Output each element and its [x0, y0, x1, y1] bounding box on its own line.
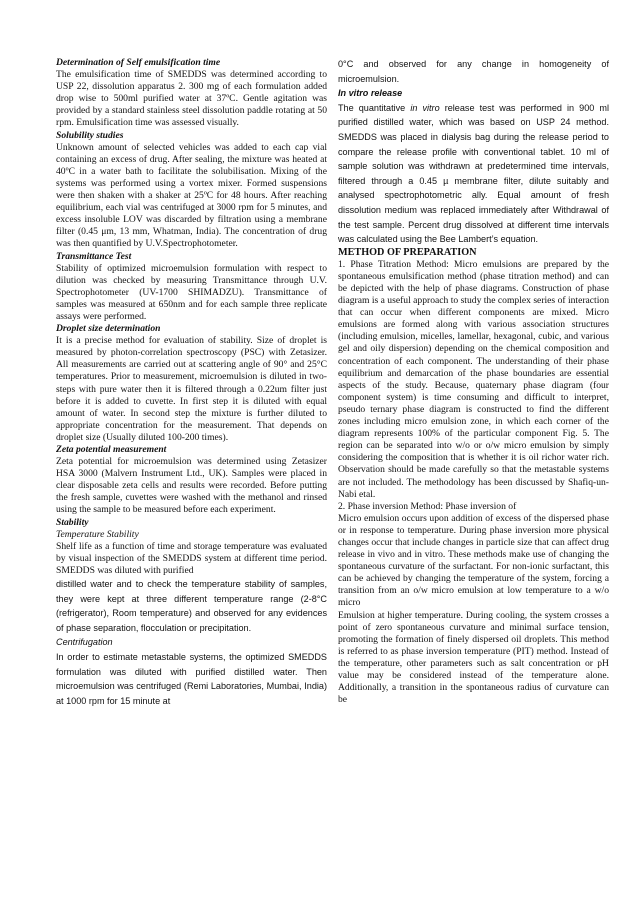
section-heading-droplet-size: Droplet size determination — [56, 323, 161, 335]
section-heading-zeta-potential: Zeta potential measurement — [56, 444, 167, 455]
left-column — [56, 57, 327, 708]
section-heading-emulsification-time: Determination of Self emulsification time — [56, 57, 221, 68]
paragraph-phase-inversion: Micro emulsion occurs upon addition of excess of the dispersed phase or in response to temperature. During phase inversion more physical changes occur that include changes in particle size that can affect drug release in vivo and in vitro. These methods make use of changing the spontaneous curvature of the surfactant. For non-ionic surfactant, this can be achieved by changing the temperature of the system, forcing a transition from an o/w micro emulsion at low temperature to a w/o micro — [338, 512, 609, 609]
section-heading-solubility: Solubility studies — [56, 129, 124, 141]
section-heading-stability: Stability — [56, 516, 89, 528]
paragraph-zeta-potential: Zeta potential for microemulsion was determined using Zetasizer HSA 3000 (Malvern Instrument Ltd., UK). Samples were placed in clear disposable zeta cells and results were recorded. Before putting the fresh sample, cuvettes were washed with the methanol and rinsed using the sample to be measured before each experiment. — [56, 456, 327, 516]
in-vitro-release-text-italic: in vitro — [410, 102, 440, 113]
in-vitro-release-text-b: release test was performed in 900 ml purified distilled water, which was based on USP 24 method. SMEDDS was placed in dialysis bag during the release period to compare the release profile with conventional tablet. 10 ml of sample solution was withdrawn at predetermined time intervals, filtered through a 0.45 µ membrane filter, dilute suitably and analysed spectrophotometric ally. Equal amount of fresh dissolution medium was replaced immediately after Withdrawal of the test sample. Percent drug dissolved at different time intervals was calculated using the Bee Lambert’s equation. — [338, 102, 609, 245]
paragraph-in-vitro-release — [338, 101, 609, 247]
paragraph-solubility: Unknown amount of selected vehicles was added to each cap vial containing an excess of drug. After sealing, the mixture was heated at 40ºC in a water bath to facilitate the solubilisation. Mixing of the systems was performed using a vortex mixer. Formed suspensions were then shaken with a shaker at 25ºC for 48 hours. After reaching equilibrium, each vial was centrifuged at 3000 rpm for 5 minutes, and excess insoluble LOV was discarded by filtration using a membrane filter (0.45 μm, 13 mm, Whatman, India). The concentration of drug was then quantified by U.V.Spectrophotometer. — [56, 141, 327, 250]
subheading-centrifugation: Centrifugation — [56, 637, 113, 648]
paragraph-temperature-stability: Shelf life as a function of time and storage temperature was evaluated by visual inspection of the SMEDDS system at different time period. SMEDDS was diluted with purified — [56, 540, 327, 576]
paragraph-phase-titration: 1. Phase Titration Method: Micro emulsions are prepared by the spontaneous emulsification method (phase titration method) and can be depicted with the help of phase diagrams. Construction of phase diagram is a useful approach to study the complex series of interaction that can occur when different components are mixed. Micro emulsions are formed along with various association structures (including emulsion, micelles, lamellar, hexagonal, cubic, and various gel and oily dispersion) depending on the chemical composition and concentration of each component. The understanding of their phase equilibrium and demarcation of the phase boundaries are essential aspects of the study. Because, quaternary phase diagram (four component system) is time consuming and difficult to interpret, pseudo ternary phase diagram is constructed to find the different zones including micro emulsion zone, in which each corner of the diagram represents 100% of the particular component Fig. 5. The region can be separated into w/o or o/w micro emulsion by simply considering the composition that is whether it is oil richor water rich. Observation should be made carefully so that the metastable systems are not included. The methodology has been discussed by Shafiq-un-Nabi etal. — [338, 258, 609, 500]
paragraph-emulsion-higher-temp: Emulsion at higher temperature. During cooling, the system crosses a point of zero spontaneous curvature and minimal surface tension, promoting the formation of finely dispersed oil droplets. This method is referred to as phase inversion temperature (PIT) method. Instead of the temperature, other parameters such as salt concentration or pH value may be considered instead of the temperature alone. Additionally, a transition in the spontaneous radius of curvature can be — [338, 609, 609, 706]
right-column — [338, 57, 609, 706]
paragraph-centrifugation: In order to estimate metastable systems, the optimized SMEDDS formulation was diluted with purified distilled water. Then microemulsion was centrifuged (Remi Laboratories, Mumbai, India) at 1000 rpm for 15 minute at — [56, 652, 327, 706]
section-heading-method-of-preparation: METHOD OF PREPARATION — [338, 246, 477, 258]
paragraph-phase-inversion-title: 2. Phase inversion Method: Phase inversion of — [338, 500, 517, 512]
paragraph-centrifugation-cont: 0°C and observed for any change in homogeneity of microemulsion. — [338, 59, 609, 84]
paragraph-droplet-size: It is a precise method for evaluation of stability. Size of droplet is measured by photon-correlation spectroscopy (PSC) with Zetasizer. All measurements are carried out at scattering angle of 90° and 25°C temperatures. Prior to measurement, microemulsion is diluted in two-steps with pure water then it is filtered through a 0.22um filter just before it is added to cuvette. In first step it is diluted with equal amount of water. In second step the mixture is further diluted to appropriate concentration for the measurement. That depends on droplet size (Usually diluted 100-200 times). — [56, 335, 327, 443]
paragraph-temperature-stability-cont: distilled water and to check the temperature stability of samples, they were kept at three different temperature range (2-8°C (refrigerator), Room temperature) and observed for any evidences of phase separation, flocculation or precipitation. — [56, 579, 327, 633]
section-heading-transmittance: Transmittance Test — [56, 250, 132, 262]
section-heading-in-vitro-release: In vitro release — [338, 88, 403, 99]
subheading-temperature-stability: Temperature Stability — [56, 528, 139, 540]
paragraph-emulsification-time: The emulsification time of SMEDDS was determined according to USP 22, dissolution apparatus 2. 300 mg of each formulation added drop wise to 500ml purified water at 37ºC. Gentle agitation was provided by a standard stainless steel dissolution paddle rotating at 50 rpm. Emulsification time was assessed visually. — [56, 69, 327, 129]
paragraph-transmittance: Stability of optimized microemulsion formulation with respect to dilution was checked by measuring Transmittance through U.V. Spectrophotometer (UV-1700 SHIMADZU). Transmittance of samples was measured at 650nm and for each sample three replicate assays were performed. — [56, 262, 327, 322]
in-vitro-release-text-a: The quantitative — [338, 102, 411, 113]
